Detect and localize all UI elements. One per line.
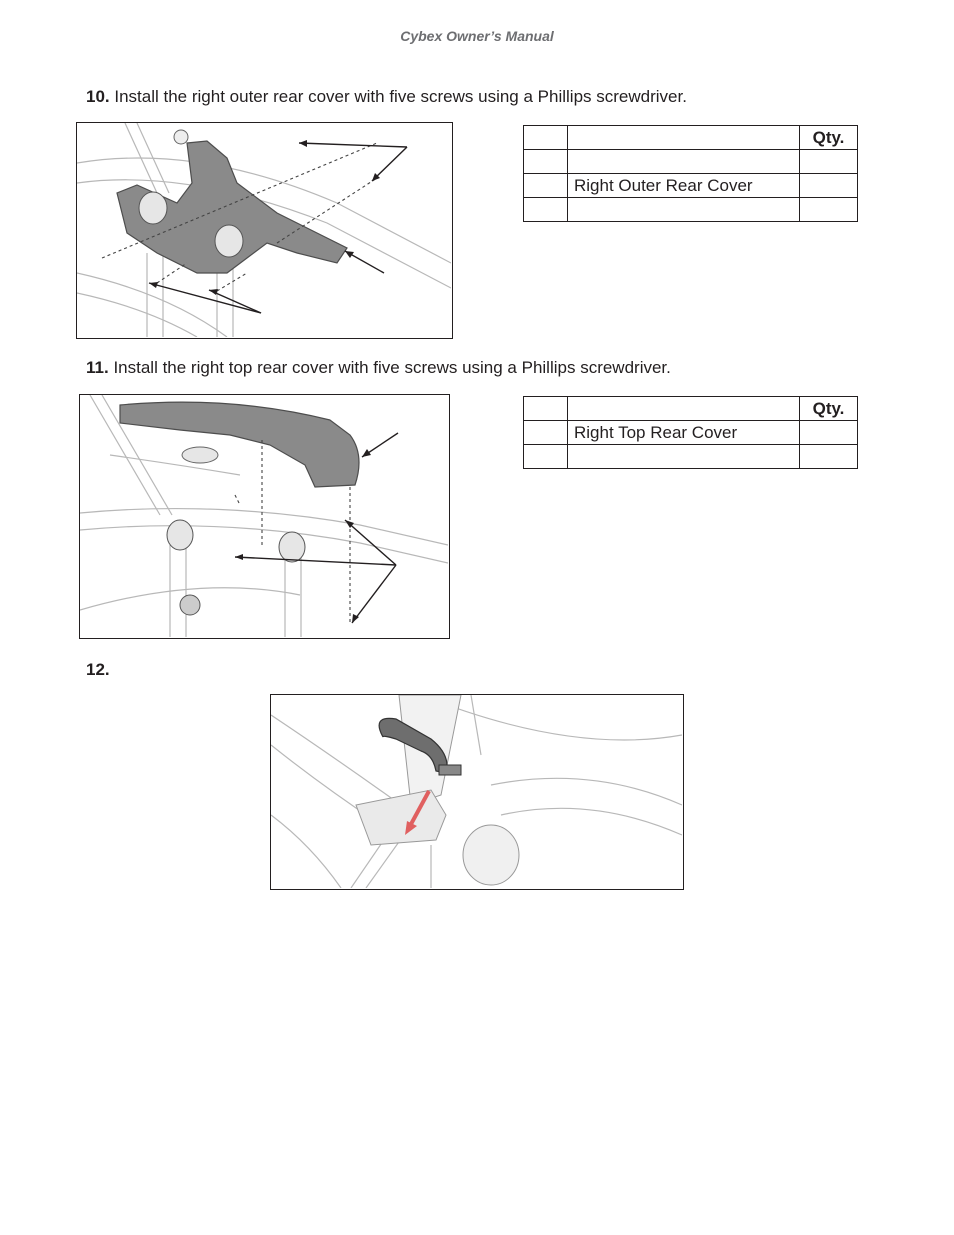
step-number: 10. xyxy=(86,87,110,106)
outer-rear-cover-illustration xyxy=(77,123,451,337)
key-header-cell xyxy=(524,126,568,150)
qty-cell xyxy=(800,174,858,198)
step-instruction: Install the right top rear cover with five screws using a Phillips screwdriver. xyxy=(113,358,671,377)
key-cell xyxy=(524,198,568,222)
description-cell: Right Outer Rear Cover xyxy=(568,174,800,198)
table-header-row xyxy=(524,126,858,150)
key-header-cell xyxy=(524,397,568,421)
description-cell xyxy=(568,445,800,469)
clamp-install-illustration xyxy=(271,695,682,888)
step-number: 12. xyxy=(86,660,110,679)
step-12 xyxy=(86,660,110,680)
description-cell xyxy=(568,198,800,222)
key-cell xyxy=(524,174,568,198)
key-cell xyxy=(524,150,568,174)
parts-table-step-11 xyxy=(523,396,858,469)
qty-cell xyxy=(800,198,858,222)
description-header-cell xyxy=(568,126,800,150)
step-11 xyxy=(86,358,671,378)
description-cell xyxy=(568,150,800,174)
description-cell: Right Top Rear Cover xyxy=(568,421,800,445)
key-cell xyxy=(524,445,568,469)
running-header: Cybex Owner’s Manual xyxy=(400,28,554,44)
parts-table-step-10 xyxy=(523,125,858,222)
top-rear-cover-illustration xyxy=(80,395,448,637)
table-row xyxy=(524,150,858,174)
description-header-cell xyxy=(568,397,800,421)
qty-cell xyxy=(800,445,858,469)
table-row xyxy=(524,198,858,222)
figure-top-rear-cover xyxy=(79,394,450,639)
step-10 xyxy=(86,87,687,107)
table-row xyxy=(524,174,858,198)
figure-outer-rear-cover xyxy=(76,122,453,339)
qty-cell xyxy=(800,150,858,174)
step-instruction: Install the right outer rear cover with five screws using a Phillips screwdriver. xyxy=(114,87,687,106)
table-row xyxy=(524,445,858,469)
key-cell xyxy=(524,421,568,445)
qty-cell xyxy=(800,421,858,445)
figure-clamp-install xyxy=(270,694,684,890)
table-row xyxy=(524,421,858,445)
table-header-row xyxy=(524,397,858,421)
qty-header-cell: Qty. xyxy=(800,397,858,421)
step-number: 11. xyxy=(86,358,109,377)
qty-header-cell: Qty. xyxy=(800,126,858,150)
